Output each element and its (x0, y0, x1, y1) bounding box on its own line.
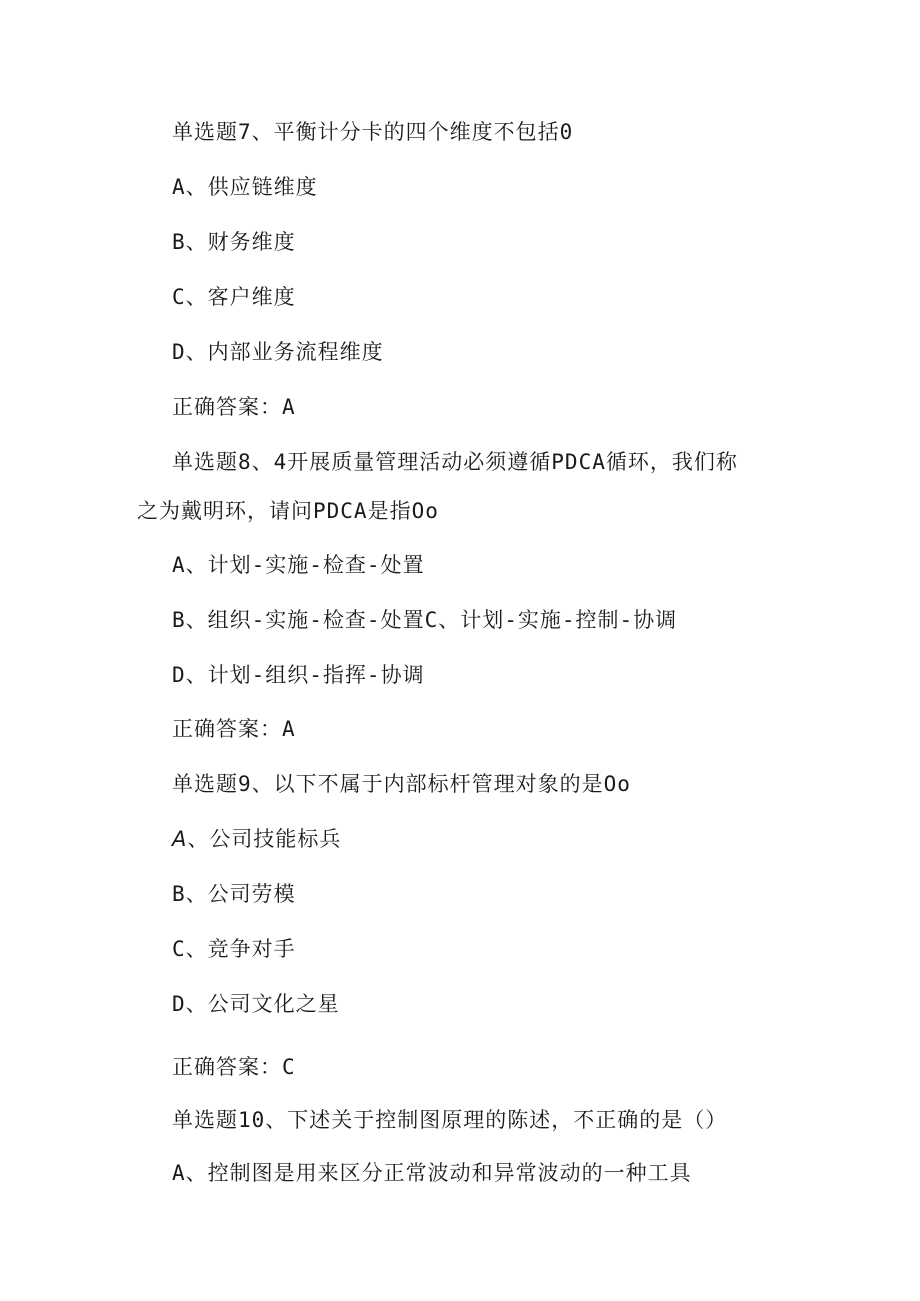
question-8-stem-line-2: 之为戴明环，请问PDCA是指Oo (137, 499, 439, 523)
question-9-option-d: D、公司文化之星 (172, 992, 340, 1016)
question-7-answer: 正确答案：A (172, 395, 296, 419)
question-10-stem: 单选题10、下述关于控制图原理的陈述，不正确的是（） (172, 1108, 728, 1132)
question-7-option-b: B、财务维度 (172, 230, 296, 254)
question-9-option-c: C、竞争对手 (172, 937, 296, 961)
question-9-answer: 正确答案：C (172, 1055, 296, 1079)
question-9-option-a-text: 、公司技能标兵 (187, 827, 342, 851)
question-8-stem-line-1: 单选题8、4开展质量管理活动必须遵循PDCA循环，我们称 (172, 450, 738, 474)
question-9-stem: 单选题9、以下不属于内部标杆管理对象的是Oo (172, 772, 631, 796)
question-7-option-c: C、客户维度 (172, 285, 296, 309)
question-7-option-a: A、供应链维度 (172, 175, 318, 199)
question-10-option-a: A、控制图是用来区分正常波动和异常波动的一种工具 (172, 1161, 692, 1185)
question-9-option-a (172, 825, 341, 853)
question-8-option-d: D、计划-组织-指挥-协调 (172, 663, 425, 687)
question-8-answer: 正确答案：A (172, 717, 296, 741)
question-9-option-b: B、公司劳模 (172, 882, 296, 906)
question-7-option-d: D、内部业务流程维度 (172, 340, 384, 364)
question-7-stem: 单选题7、平衡计分卡的四个维度不包括0 (172, 120, 574, 144)
question-9-option-a-letter: A (172, 827, 188, 851)
question-8-option-a: A、计划-实施-检查-处置 (172, 553, 425, 577)
question-8-option-b-c: B、组织-实施-检查-处置C、计划-实施-控制-协调 (172, 608, 678, 632)
